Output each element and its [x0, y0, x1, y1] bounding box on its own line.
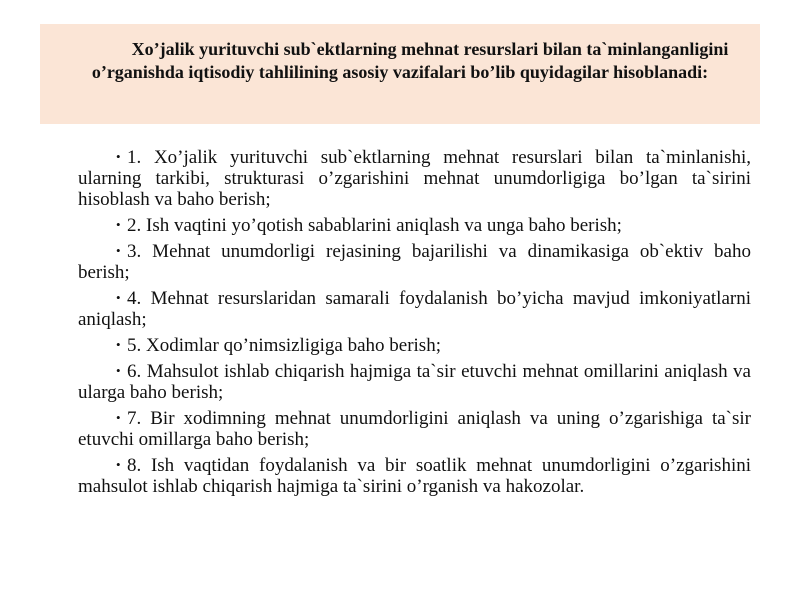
bullet-icon: •: [116, 149, 121, 164]
list-item-text: 8. Ish vaqtidan foydalanish va bir soatlik mehnat unumdorligini o’zgarishini mahsulot ishlab chiqarish hajmiga ta`sirini o’rganish va hakozolar.: [78, 455, 751, 497]
list-item: [78, 287, 751, 330]
slide-title: Xo’jalik yurituvchi sub`ektlarning mehnat resurslari bilan ta`minlanganligini o’rganishda iqtisodiy tahlilining asosiy vazifalari bo’lib quyidagilar hisoblanadi:: [91, 39, 729, 82]
title-banner: [40, 24, 760, 124]
list-item-text: 2. Ish vaqtini yo’qotish sabablarini aniqlash va unga baho berish;: [127, 215, 622, 236]
bullet-icon: •: [116, 290, 121, 305]
task-list: [78, 146, 751, 501]
list-item: [78, 214, 751, 236]
bullet-icon: •: [116, 243, 121, 258]
list-item-text: 4. Mehnat resurslaridan samarali foydalanish bo’yicha mavjud imkoniyatlarni aniqlash;: [78, 288, 751, 330]
list-item: [78, 454, 751, 497]
bullet-icon: •: [116, 337, 121, 352]
list-item: [78, 407, 751, 450]
list-item-text: 1. Xo’jalik yurituvchi sub`ektlarning mehnat resurslari bilan ta`minlanishi, ularning tarkibi, strukturasi o’zgarishini mehnat unumdorligiga bo’lgan ta`sirini hisoblash va baho berish;: [78, 147, 751, 210]
list-item: [78, 360, 751, 403]
list-item: [78, 240, 751, 283]
list-item-text: 6. Mahsulot ishlab chiqarish hajmiga ta`sir etuvchi mehnat omillarini aniqlash va ularga baho berish;: [78, 361, 751, 403]
list-item: [78, 146, 751, 210]
list-item-text: 5. Xodimlar qo’nimsizligiga baho berish;: [127, 335, 441, 356]
bullet-icon: •: [116, 410, 121, 425]
list-item: [78, 334, 751, 356]
list-item-text: 3. Mehnat unumdorligi rejasining bajarilishi va dinamikasiga ob`ektiv baho berish;: [78, 241, 751, 283]
bullet-icon: •: [116, 457, 121, 472]
bullet-icon: •: [116, 363, 121, 378]
list-item-text: 7. Bir xodimning mehnat unumdorligini aniqlash va uning o’zgarishiga ta`sir etuvchi omillarga baho berish;: [78, 408, 751, 450]
bullet-icon: •: [116, 217, 121, 232]
